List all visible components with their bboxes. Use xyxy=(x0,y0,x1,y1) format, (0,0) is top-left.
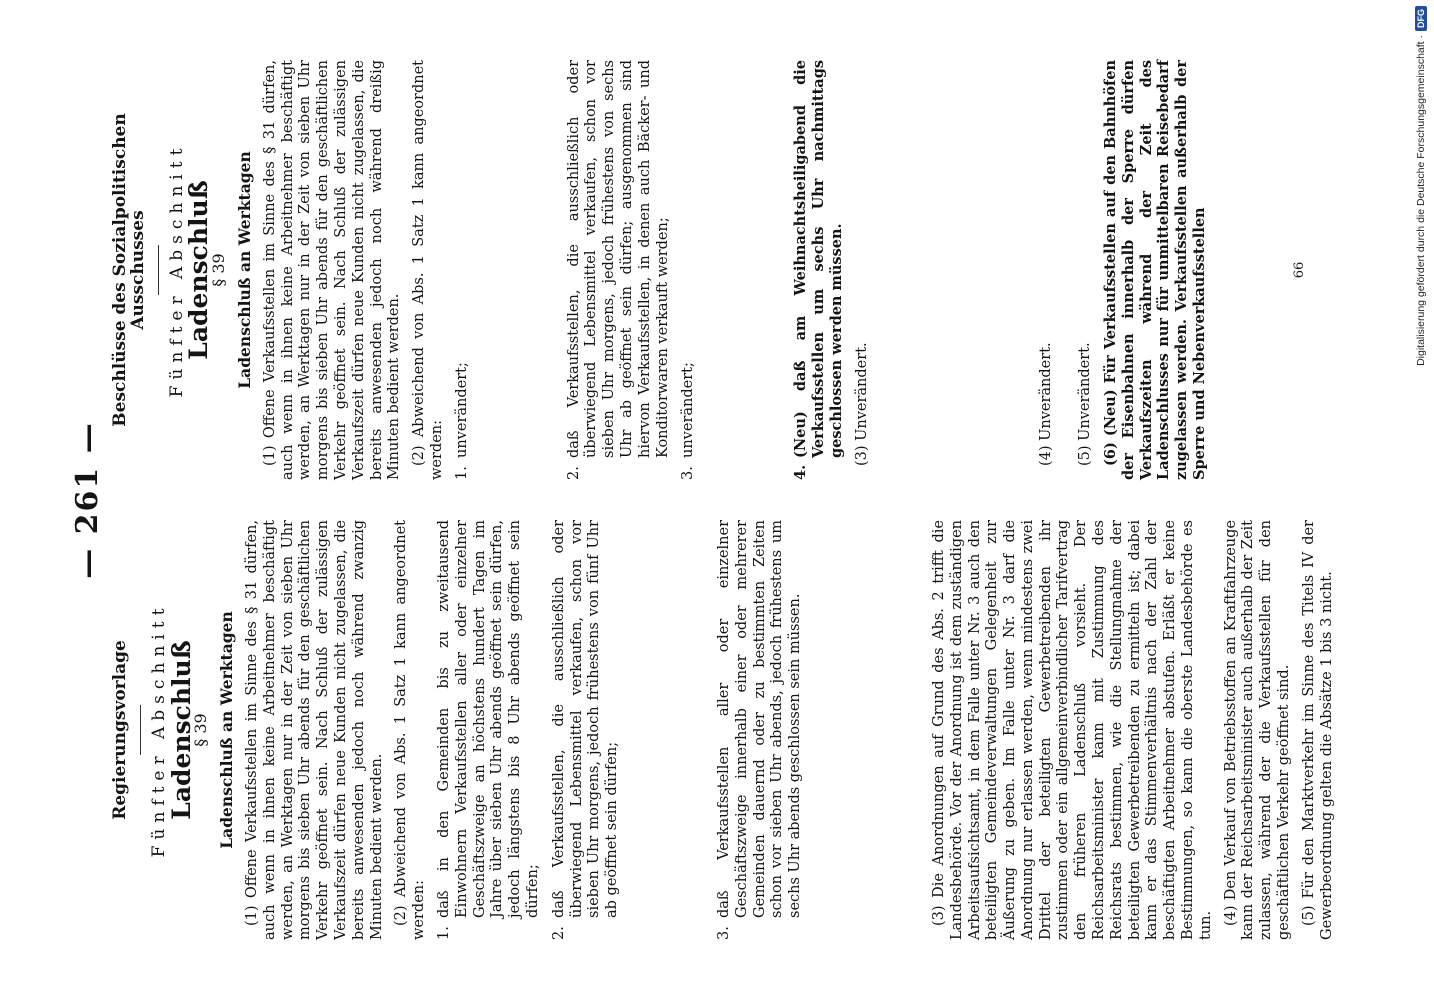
paragraph-3: (3) Unverändert. xyxy=(853,342,870,466)
column-heading: Beschlüsse des Sozialpolitischen Ausschusses xyxy=(110,113,148,427)
paragraph-6: (6) (Neu) Für Verkaufsstellen auf den Bahnhöfen der Eisenbahnen innerhalb der Sperre dürfen Verkaufszeiten während der Zeit des Ladenschlusses nur für unmittelbaren Reisebedarf zugelassen werden. Verkaufsstellen außerhalb der Sperre und Nebenverkaufsstellen xyxy=(1101,60,1208,480)
funding-note-text: Digitalisierung gefördert durch die Deutsche Forschungsgemeinschaft · xyxy=(1415,35,1427,366)
spacer xyxy=(878,60,1038,480)
list-item: 3. daß Verkaufsstellen aller oder einzelner Geschäftszweige innerhalb einer oder mehrerer Gemeinden dauernd oder zu bestimmten Zeiten schon vor sieben Uhr abends, jedoch frühestens um sechs Uhr abends geschlossen sein müssen. xyxy=(715,520,804,940)
column-beschluesse xyxy=(112,60,1216,480)
section-title: Ladenschluß xyxy=(184,180,214,360)
section-label: Fünfter Abschnitt xyxy=(148,602,169,858)
paragraph-5: (5) Für den Marktverkehr im Sinne des Titels IV der Gewerbeordnung gelten die Absätze 1 bis 3 nicht. xyxy=(1300,520,1335,940)
list-item: 2. daß Verkaufsstellen, die ausschließlich oder überwiegend Lebensmittel verkaufen, schon vor sieben Uhr morgens, jedoch frühestens von fünf Uhr ab geöffnet sein dürfen; xyxy=(550,520,621,940)
list-item: 3. unverändert; xyxy=(680,362,697,480)
list-item: 2. daß Verkaufsstellen, die ausschließlich oder überwiegend Lebensmittel verkaufen, schon vor sieben Uhr morgens, jedoch frühestens von sechs Uhr ab geöffnet sein dürfen; ausgenommen sind hiervon Verkaufsstellen, in denen auch Bäcker- und Konditorwaren verkauft werden; xyxy=(565,60,671,480)
column-regierungsvorlage xyxy=(112,520,1343,940)
paragraph-4: (4) Unverändert. xyxy=(1038,342,1055,466)
list-item: 4. (Neu) daß am Weihnachtsheiligabend die Verkaufsstellen um sechs Uhr nachmittags geschlossen werden müssen. xyxy=(792,60,845,480)
subheading: Ladenschluß an Werktagen xyxy=(217,611,237,849)
page-number: — 261 — xyxy=(70,421,105,579)
spacer xyxy=(813,520,931,940)
paragraph-number: § 39 xyxy=(209,253,229,287)
section-label: Fünfter Abschnitt xyxy=(166,142,187,398)
paragraph-5: (5) Unverändert. xyxy=(1077,342,1094,466)
dfg-logo: DFG xyxy=(1415,6,1427,31)
spacer xyxy=(630,520,716,940)
item-list xyxy=(454,60,846,480)
paragraph-number: § 39 xyxy=(191,713,211,747)
section-title: Ladenschluß xyxy=(166,640,196,820)
paragraph-1: (1) Offene Verkaufsstellen im Sinne des § 31 dürfen, auch wenn in ihnen keine Arbeitnehmer beschäftigt werden, an Werktagen nur in der Zeit von sieben Uhr morgens bis sieben Uhr abends für den geschäftlichen Verkehr geöffnet sein. Nach Schluß der zulässigen Verkaufszeit dürfen neue Kunden nicht zugelassen, die bereits anwesenden jedoch noch während dreißig Minuten bedient werden. xyxy=(261,60,403,480)
subheading: Ladenschluß an Werktagen xyxy=(234,151,254,389)
divider xyxy=(140,705,141,755)
spacer xyxy=(480,60,566,480)
list-item: 1. daß in den Gemeinden bis zu zweitausend Einwohnern Verkaufsstellen aller oder einzelner Geschäftszweige an höchstens hundert Tagen im Jahre über sieben Uhr abends geöffnet sein dürfen, jedoch längstens bis 8 Uhr abends geöffnet sein dürfen; xyxy=(435,520,541,940)
column-heading: Regierungsvorlage xyxy=(110,640,130,820)
item-list xyxy=(436,520,805,940)
spacer xyxy=(1063,60,1077,480)
list-item: 1. unverändert; xyxy=(453,362,470,480)
paragraph-2: (2) Abweichend von Abs. 1 Satz 1 kann angeordnet werden: xyxy=(411,60,445,480)
paragraph-4: (4) Den Verkauf von Betriebsstoffen an Kraftfahrzeuge kann der Reichsarbeitsminister auch außerhalb der Zeit zulassen, während der die Verkaufsstellen für den geschäftlichen Verkehr geöffnet sind. xyxy=(1222,520,1293,940)
paragraph-2: (2) Abweichend von Abs. 1 Satz 1 kann angeordnet werden: xyxy=(393,520,428,940)
paragraph-1: (1) Offene Verkaufsstellen im Sinne des § 31 dürfen, auch wenn in ihnen keine Arbeitnehmer beschäftigt werden, an Werktagen nur in der Zeit von sieben Uhr morgens bis sieben Uhr abends für den geschäftlichen Verkehr geöffnet sein. Nach Schluß der zulässigen Verkaufszeit dürfen neue Kunden nicht zugelassen, die bereits anwesenden jedoch noch während zwanzig Minuten bedient werden. xyxy=(243,520,385,940)
divider xyxy=(158,245,159,295)
footer-page-number: 66 xyxy=(1292,261,1307,279)
funding-note xyxy=(1408,6,1434,396)
spacer xyxy=(706,60,792,480)
paragraph-3: (3) Die Anordnungen auf Grund des Abs. 2 trifft die Landesbehörde. Vor der Anordnung ist dem zuständigen Arbeitsaufsichtsamt, in dem Falle unter Nr. 3 auch den beteiligten Gemeindeverwaltungen Gelegenheit zur Äußerung zu geben. Im Falle unter Nr. 3 darf die Anordnung nur erlassen werden, wenn mindestens zwei Drittel der beteiligten Gewerbetreibenden ihr zustimmen oder ein allgemeinverbindlicher Tarifvertrag den früheren Ladenschluß vorsieht. Der Reichsarbeitsminister kann mit Zustimmung des Reichsrats bestimmen, wie die Stellungnahme der beteiligten Gewerbetreibenden zu ermitteln ist; dabei kann er das Stimmenverhältnis nach der Zahl der beschäftigten Arbeitnehmer abstufen. Erläßt er keine Bestimmungen, so kann die oberste Landesbehörde es tun. xyxy=(930,520,1214,940)
